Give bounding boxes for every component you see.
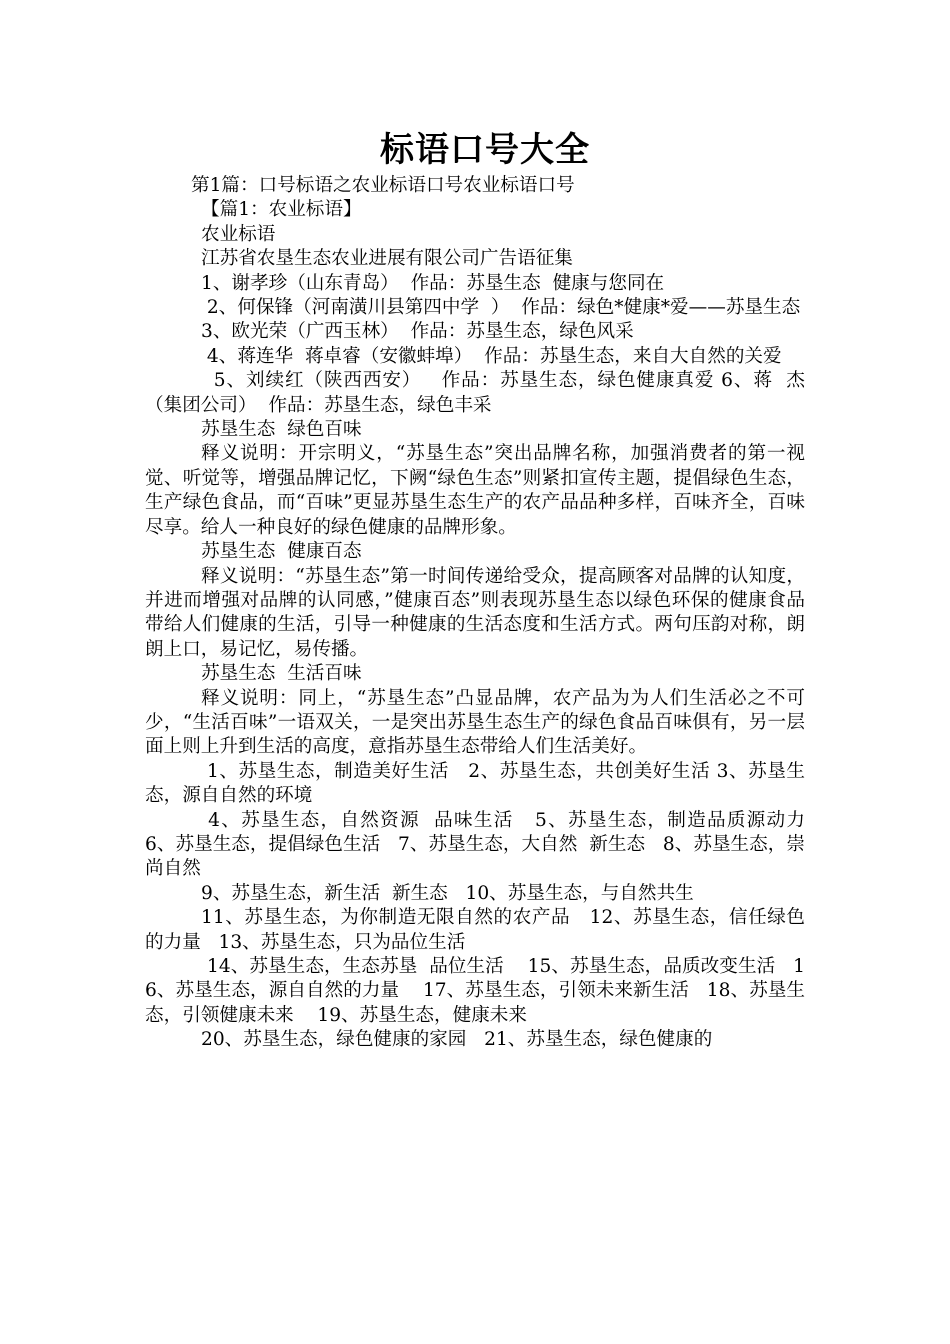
paragraph: 【篇1：农业标语】 [201, 199, 362, 221]
document-page [145, 128, 823, 1053]
paragraph: 20、苏垦生态，绿色健康的家园 21、苏垦生态，绿色健康的 [201, 1029, 713, 1051]
paragraph: 2、何保锋（河南潢川县第四中学 ） 作品：绿色*健康*爱——苏垦生态 [201, 297, 801, 319]
paragraph: 4、蒋连华 蒋卓睿（安徽蚌埠） 作品：苏垦生态，来自大自然的关爱 [201, 345, 782, 367]
paragraph: 第1篇：口号标语之农业标语口号农业标语口号 [191, 175, 575, 196]
paragraph: 9、苏垦生态，新生活 新生态 10、苏垦生态，与自然共生 [201, 882, 694, 904]
paragraph: 3、欧光荣（广西玉林） 作品：苏垦生态，绿色风采 [201, 321, 634, 343]
paragraph: 释义说明：同上，“苏垦生态”凸显品牌，农产品为为人们生活必之不可少，“生活百味”一语双关，一是突出苏垦生态生产的绿色食品百味俱有，另一层面上则上升到生活的高度，意指苏垦生态带给人们生活美好。 [145, 687, 805, 758]
paragraph: 5、刘续红（陕西西安） 作品：苏垦生态，绿色健康真爱 6、蒋 杰（集团公司） 作品：苏垦生态，绿色丰采 [145, 370, 805, 416]
paragraph: 苏垦生态 绿色百味 [201, 419, 362, 441]
paragraph: 释义说明：“苏垦生态”第一时间传递给受众，提高顾客对品牌的认知度，并进而增强对品牌的认同感，”健康百态”则表现苏垦生态以绿色环保的健康食品带给人们健康的生活，引导一种健康的生活态度和生活方式。两句压韵对称，朗朗上口，易记忆，易传播。 [145, 565, 805, 660]
paragraph: 江苏省农垦生态农业进展有限公司广告语征集 [201, 248, 573, 270]
paragraph: 11、苏垦生态，为你制造无限自然的农产品 12、苏垦生态，信任绿色的力量 13、苏垦生态，只为品位生活 [145, 907, 805, 953]
paragraph: 农业标语 [201, 223, 276, 245]
paragraph: 4、苏垦生态，自然资源 品味生活 5、苏垦生态，制造品质源动力 6、苏垦生态，提倡绿色生活 7、苏垦生态，大自然 新生态 8、苏垦生态，崇尚自然 [145, 809, 823, 880]
document-title: 标语口号大全 [380, 130, 590, 170]
paragraph: 1、谢孝珍（山东青岛） 作品：苏垦生态 健康与您同在 [201, 272, 665, 294]
paragraph: 14、苏垦生态，生态苏垦 品位生活 15、苏垦生态，品质改变生活 16、苏垦生态，源自自然的力量 17、苏垦生态，引领未来新生活 18、苏垦生态，引领健康未来 19、苏垦生态，健康未来 [145, 956, 805, 1026]
document-body [145, 174, 823, 1053]
paragraph: 苏垦生态 生活百味 [201, 663, 362, 685]
paragraph: 释义说明：开宗明义，“苏垦生态”突出品牌名称，加强消费者的第一视觉、听觉等，增强品牌记忆，下阙“绿色生态”则紧扣宣传主题，提倡绿色生态，生产绿色食品，而“百味”更显苏垦生态生产的农产品品种多样，百味齐全，百味尽享。给人一种良好的绿色健康的品牌形象。 [145, 443, 805, 538]
paragraph: 1、苏垦生态，制造美好生活 2、苏垦生态，共创美好生活 3、苏垦生态，源自自然的环境 [145, 760, 805, 807]
paragraph: 苏垦生态 健康百态 [201, 541, 362, 563]
